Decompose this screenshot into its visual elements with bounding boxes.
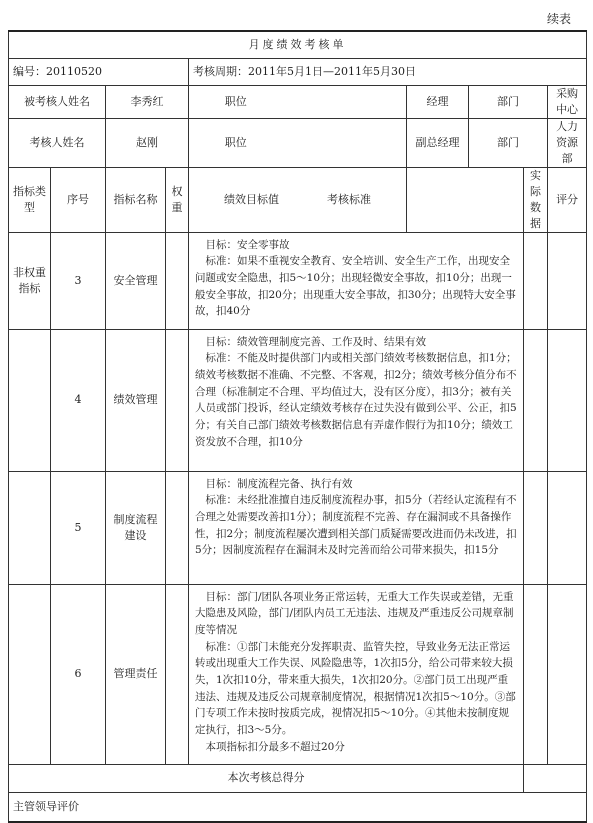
col-seq: 序号 xyxy=(51,167,106,232)
table-row xyxy=(9,471,587,584)
assessor-dept: 人力资源部 xyxy=(548,118,587,167)
weight-cell xyxy=(166,584,189,764)
col-goal-standard: 绩效目标值 考核标准 xyxy=(189,167,407,232)
col-type: 指标类型 xyxy=(9,167,51,232)
continued-label: 续表 xyxy=(546,12,571,26)
assessee-name: 李秀红 xyxy=(106,85,189,118)
score-cell xyxy=(548,329,587,471)
col-empty xyxy=(407,167,524,232)
col-weight: 权重 xyxy=(166,167,189,232)
table-row xyxy=(9,232,587,329)
leader-evaluation: 主管领导评价 xyxy=(9,792,587,822)
seq-cell: 4 xyxy=(51,329,106,471)
weight-cell xyxy=(166,471,189,584)
actual-cell xyxy=(524,232,548,329)
assessor-position-label: 职位 xyxy=(189,118,283,167)
weight-cell xyxy=(166,329,189,471)
column-header-row xyxy=(9,167,587,232)
table-row xyxy=(9,329,587,471)
criteria-cell: 目标：绩效管理制度完善、工作及时、结果有效 标准：不能及时提供部门内或相关部门绩效考核数据信息，扣1分；绩效考核数据不准确、不完整、不客观，扣2分；绩效考核分值分布不合理（标准制定不合理、平均值过大，没有区分度），扣3分；被有关人员或部门投诉，经认定绩效考核存在过失没有做到公平、公正，扣5分；有关自己部门绩效考核数据信息有弄虚作假行为扣10分；绩效工资发放不合理，扣10分 xyxy=(189,329,524,471)
seq-cell: 6 xyxy=(51,584,106,764)
score-cell xyxy=(548,584,587,764)
assessee-row xyxy=(9,85,587,118)
score-cell xyxy=(548,471,587,584)
type-cell: 非权重指标 xyxy=(9,232,51,329)
name-cell: 管理责任 xyxy=(106,584,166,764)
actual-cell xyxy=(524,329,548,471)
assessee-name-label: 被考核人姓名 xyxy=(9,85,106,118)
criteria-cell: 目标：部门/团队各项业务正常运转，无重大工作失误或差错，无重大隐患及风险，部门/团队内员工无违法、违规及严重违反公司规章制度等情况 标准：①部门未能充分发挥职责、监管失控，导致业务无法正常运转或出现重大工作失误、风险隐患等，1次扣5分，给公司带来较大损失，1次扣10分，带来重大损失，1次扣20分。②部门员工出现严重违法、违规及违反公司规章制度情况，根据情况1次扣5～10分。③部门专项工作未按时按质完成，视情况扣5～10分。④其他未按制度规定执行，扣3～5分。 本项指标扣分最多不超过20分 xyxy=(189,584,524,764)
col-name: 指标名称 xyxy=(106,167,166,232)
name-cell: 安全管理 xyxy=(106,232,166,329)
seq-cell: 3 xyxy=(51,232,106,329)
assessor-position: 副总经理 xyxy=(407,118,469,167)
col-actual: 实际数据 xyxy=(524,167,548,232)
assessor-dept-label: 部门 xyxy=(469,118,548,167)
assessor-name: 赵刚 xyxy=(106,118,189,167)
name-cell: 制度流程建设 xyxy=(106,471,166,584)
actual-cell xyxy=(524,584,548,764)
table-row xyxy=(9,584,587,764)
assessor-row xyxy=(9,118,587,167)
assessee-position-label: 职位 xyxy=(189,85,283,118)
form-title: 月度绩效考核单 xyxy=(9,31,587,58)
assessee-dept: 采购中心 xyxy=(548,85,587,118)
actual-cell xyxy=(524,471,548,584)
col-score: 评分 xyxy=(548,167,587,232)
form-number: 编号：20110520 xyxy=(9,58,189,85)
assessor-name-label: 考核人姓名 xyxy=(9,118,106,167)
criteria-cell: 目标：安全零事故 标准：如果不重视安全教育、安全培训、安全生产工作，出现安全问题或安全隐患，扣5～10分；出现轻微安全事故，扣10分；出现一般安全事故，扣20分；出现重大安全事故，扣30分；出现特大安全事故，扣40分 xyxy=(189,232,524,329)
criteria-cell: 目标：制度流程完备、执行有效 标准：未经批准擅自违反制度流程办事，扣5分（若经认定流程有不合理之处需要改善扣1分）；制度流程不完善、存在漏洞或不具备操作性，扣2分；制度流程屡次遭到相关部门质疑需要改进而仍未改进，扣5分；因制度流程存在漏洞未及时完善而给公司带来损失，扣15分 xyxy=(189,471,524,584)
total-score xyxy=(524,764,587,792)
assessee-position: 经理 xyxy=(407,85,469,118)
leader-row xyxy=(9,792,587,822)
weight-cell xyxy=(166,232,189,329)
total-row xyxy=(9,764,587,792)
assessee-dept-label: 部门 xyxy=(469,85,548,118)
seq-cell: 5 xyxy=(51,471,106,584)
total-label: 本次考核总得分 xyxy=(9,764,524,792)
performance-form xyxy=(8,30,587,823)
form-period: 考核周期：2011年5月1日—2011年5月30日 xyxy=(189,58,587,85)
name-cell: 绩效管理 xyxy=(106,329,166,471)
score-cell xyxy=(548,232,587,329)
